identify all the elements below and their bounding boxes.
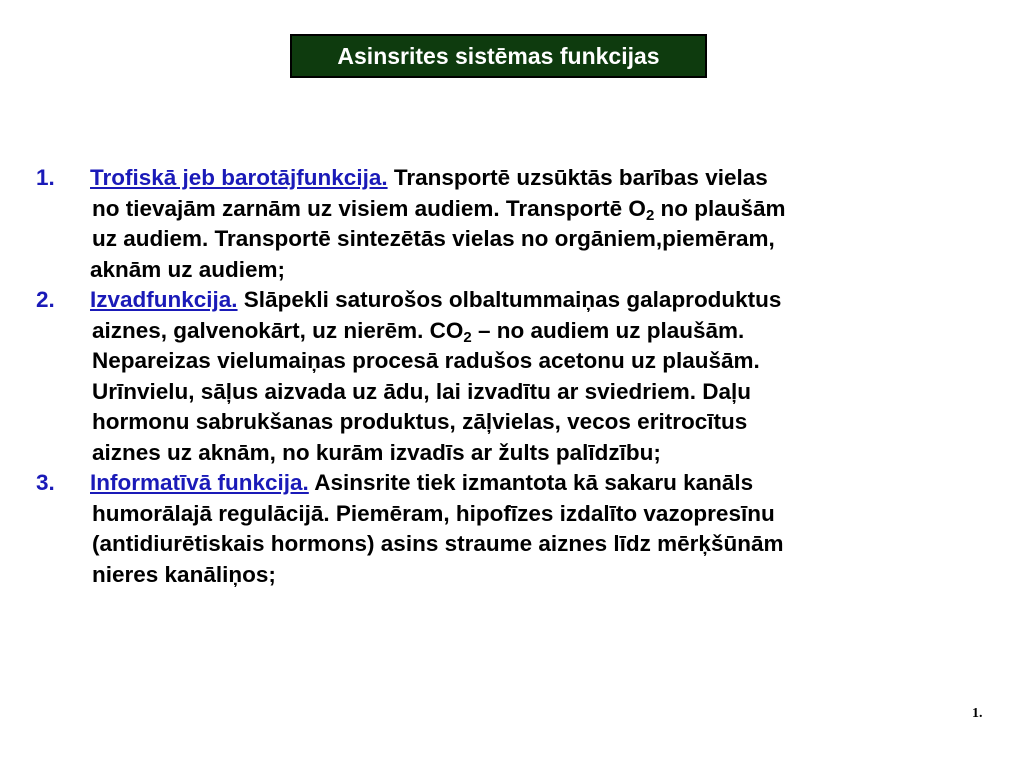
item-line: nieres kanāliņos; [92, 561, 276, 587]
item-text: Asinsrite tiek izmantota kā sakaru kanāls [308, 470, 754, 495]
item-line: Urīnvielu, sāļus aizvada uz ādu, lai izvadītu ar sviedriem. Daļu [92, 378, 751, 404]
item-line: humorālajā regulācijā. Piemēram, hipofīzes izdalīto vazopresīnu [92, 500, 775, 526]
item-line: aiznes uz aknām, no kurām izvadīs ar žults palīdzību; [92, 439, 661, 465]
slide-title-box [290, 34, 707, 78]
function-list [36, 163, 996, 590]
list-item-trophic [36, 163, 996, 285]
item-line: hormonu sabrukšanas produktus, zāļvielas, vecos eritrocītus [92, 409, 748, 434]
item-number: 2. [36, 287, 55, 312]
item-line: uz audiem. Transportē sintezētās vielas no orgāniem,piemēram, [92, 226, 775, 251]
list-item-informative [36, 468, 996, 590]
item-text: – no audiem uz plaušām. [471, 317, 745, 343]
item-text: aiznes, galvenokārt, uz nierēm. CO [92, 317, 464, 343]
item-line: Nepareizas vielumaiņas procesā radušos acetonu uz plaušām. [92, 348, 760, 373]
item-line [90, 468, 996, 499]
item-line: aknām uz audiem; [90, 256, 286, 282]
subscript: 2 [463, 328, 472, 346]
item-line [90, 194, 996, 225]
item-heading: Trofiskā jeb barotājfunkcija. [90, 165, 388, 190]
item-number: 1. [36, 165, 55, 190]
item-number: 3. [36, 470, 55, 495]
item-heading: Informatīvā funkcija. [90, 470, 309, 495]
item-text: no plaušām [654, 195, 786, 221]
item-line [90, 316, 996, 347]
item-line [90, 285, 996, 316]
list-item-excretory [36, 285, 996, 468]
item-text: no tievajām zarnām uz visiem audiem. Transportē O [92, 195, 646, 221]
item-text: Slāpekli saturošos olbaltummaiņas galaproduktus [237, 287, 782, 312]
subscript: 2 [645, 206, 655, 224]
item-heading: Izvadfunkcija. [90, 287, 238, 312]
item-text: Transportē uzsūktās barības vielas [387, 165, 768, 190]
item-line [90, 163, 996, 194]
page-number: 1. [972, 706, 983, 721]
slide-title: Asinsrites sistēmas funkcijas [337, 42, 660, 69]
item-line: (antidiurētiskais hormons) asins straume aiznes līdz mērķšūnām [92, 531, 784, 556]
